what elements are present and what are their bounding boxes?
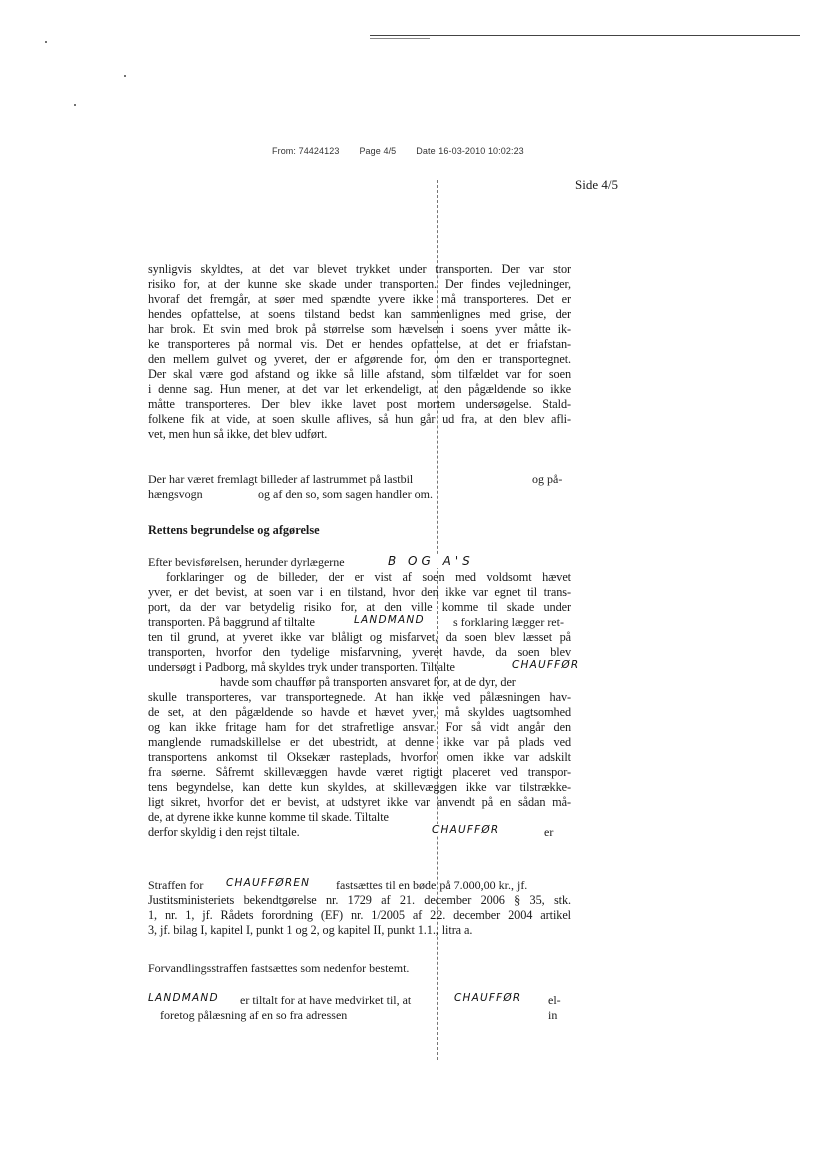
handwritten-annotation: CHAUFFØR [512, 659, 580, 671]
text-line: Forvandlingsstraffen fastsættes som nedenfor bestemt. [148, 961, 410, 975]
text-line: foretog pålæsning af en so fra adressen [160, 1008, 348, 1022]
text-line: er tiltalt for at have medvirket til, at [240, 993, 412, 1007]
scan-speck [74, 104, 76, 106]
text-line: Der skal være god afstand og ikke så lille afstand, som tilfældet var for soen [148, 367, 571, 381]
section-heading: Rettens begrundelse og afgørelse [148, 523, 320, 537]
paragraph-sentence [148, 893, 571, 938]
scan-speck [45, 41, 47, 43]
text-line: ten til grund, at yveret ikke var blåligt og misfarvet, da soen blev læsset på [148, 630, 571, 644]
text-line: in [548, 1008, 558, 1022]
text-line: og af den so, som sagen handler om. [258, 487, 433, 501]
handwritten-annotation: CHAUFFØR [432, 824, 500, 836]
handwritten-annotation: CHAUFFØREN [226, 877, 311, 889]
text-line: Straffen for [148, 878, 204, 892]
handwritten-annotation: LANDMAND [354, 614, 425, 626]
text-line: risiko for, at der kunne ske skade under transporten. Der findes vejledninger, [148, 277, 571, 291]
paragraph-reasoning [148, 570, 571, 840]
text-line: folkene fik at vide, at soen skulle aflives, så hun går ud fra, at den blev afli- [148, 412, 571, 426]
text-line: havde som chauffør på transporten ansvaret for, at de dyr, der [220, 675, 516, 689]
paragraph-testimony [148, 262, 571, 442]
text-line: fastsættes til en bøde på 7.000,00 kr., jf. [336, 878, 528, 892]
text-line: undersøgt i Padborg, må skyldes tryk under transporten. Tiltalte [148, 660, 455, 674]
text-line: ke transporteres på normal vis. Det er hendes opfattelse, at det er friafstan- [148, 337, 571, 351]
text-line: hængsvogn [148, 487, 203, 501]
text-line: Justitsministeriets bekendtgørelse nr. 1729 af 21. december 2006 § 35, stk. [148, 893, 571, 907]
text-line: transporten, hvorfor den tydelige misfarvning, yveret havde, da soen blev [148, 645, 571, 659]
text-line: tens begyndelse, kan dette kun skyldes, at skillevæggen ikke var tilstrække- [148, 780, 571, 794]
fax-header [272, 146, 602, 156]
text-line: og på- [532, 472, 563, 486]
text-line: synligvis skyldtes, at det var blevet trykket under transporten. Der var stor [148, 262, 571, 276]
text-line: Efter bevisførelsen, herunder dyrlægerne [148, 555, 345, 569]
text-line: de, at dyrene ikke kunne komme til skade. Tiltalte [148, 810, 389, 824]
text-line: transportens ankomst til Oksekær rasteplads, hvorfor omen ikke var adskilt [148, 750, 571, 764]
text-line: derfor skyldig i den rejst tiltale. [148, 825, 300, 839]
text-line: yver, er det bevist, at soen var i en tilstand, hvor den ikke var egnet til trans- [148, 585, 571, 599]
handwritten-annotation: LANDMAND [148, 992, 219, 1004]
text-line: port, da der var betydelig risiko for, at den ville komme til skade under [148, 600, 571, 614]
text-line: har brok. Et svin med brok på størrelse som hævelsen i soens yver måtte ik- [148, 322, 571, 336]
text-line: fra søerne. Såfremt skillevæggen havde været rigtigt placeret ved transpor- [148, 765, 571, 779]
text-line: hendes opfattelse, at soens tilstand bedst kan sammenlignes med grise, der [148, 307, 571, 321]
text-line: el- [548, 993, 561, 1007]
fax-date: Date 16-03-2010 10:02:23 [416, 146, 524, 156]
text-line: vet, men hun så ikke, det blev udført. [148, 427, 328, 441]
text-line: ligt sikret, hvorfor det er bevist, at udstyret ikke var anvendt på en sådan må- [148, 795, 571, 809]
text-line: skulle transporteres, var transportegnede. At han ikke ved pålæsningen hav- [148, 690, 571, 704]
handwritten-annotation: B OG A'S [388, 554, 474, 568]
scan-edge-line [370, 35, 800, 36]
page-number: Side 4/5 [575, 177, 618, 192]
text-line: de set, at den pågældende so havde et hævet yver, må skyldes uagtsomhed [148, 705, 571, 719]
handwritten-annotation: CHAUFFØR [454, 992, 522, 1004]
text-line: hvoraf det fremgår, at søer med spændte yvere ikke må transporteres. Det er [148, 292, 571, 306]
text-line: er [544, 825, 554, 839]
text-line: måtte transporteres. Der blev ikke lavet post mortem undersøgelse. Stald- [148, 397, 571, 411]
text-line: 1, nr. 1, jf. Rådets forordning (EF) nr. 1/2005 af 22. december 2004 artikel [148, 908, 571, 922]
fax-from: From: 74424123 [272, 146, 340, 156]
text-line: manglende rumadskillelse er det ubestridt, at denne ikke var på plads ved [148, 735, 571, 749]
scan-speck [124, 75, 126, 77]
text-line: den mellem gulvet og yveret, der er afgørende for, om den er transportegnet. [148, 352, 571, 366]
text-line: transporten. På baggrund af tiltalte [148, 615, 315, 629]
text-line: 3, jf. bilag I, kapitel I, punkt 1 og 2, og kapitel II, punkt 1.1., litra a. [148, 923, 473, 937]
scan-edge-line [370, 38, 430, 39]
text-line: og kan ikke fritage ham for det strafretlige ansvar. For så vidt angår den [148, 720, 571, 734]
fax-page: Page 4/5 [359, 146, 397, 156]
text-line: Der har været fremlagt billeder af lastrummet på lastbil [148, 472, 414, 486]
text-line: i denne sag. Hun mener, at det var let erkendeligt, at den pågældende so ikke [148, 382, 571, 396]
text-line: forklaringer og de billeder, der er vist af soen med voldsomt hævet [166, 570, 571, 584]
text-line: s forklaring lægger ret- [453, 615, 564, 629]
